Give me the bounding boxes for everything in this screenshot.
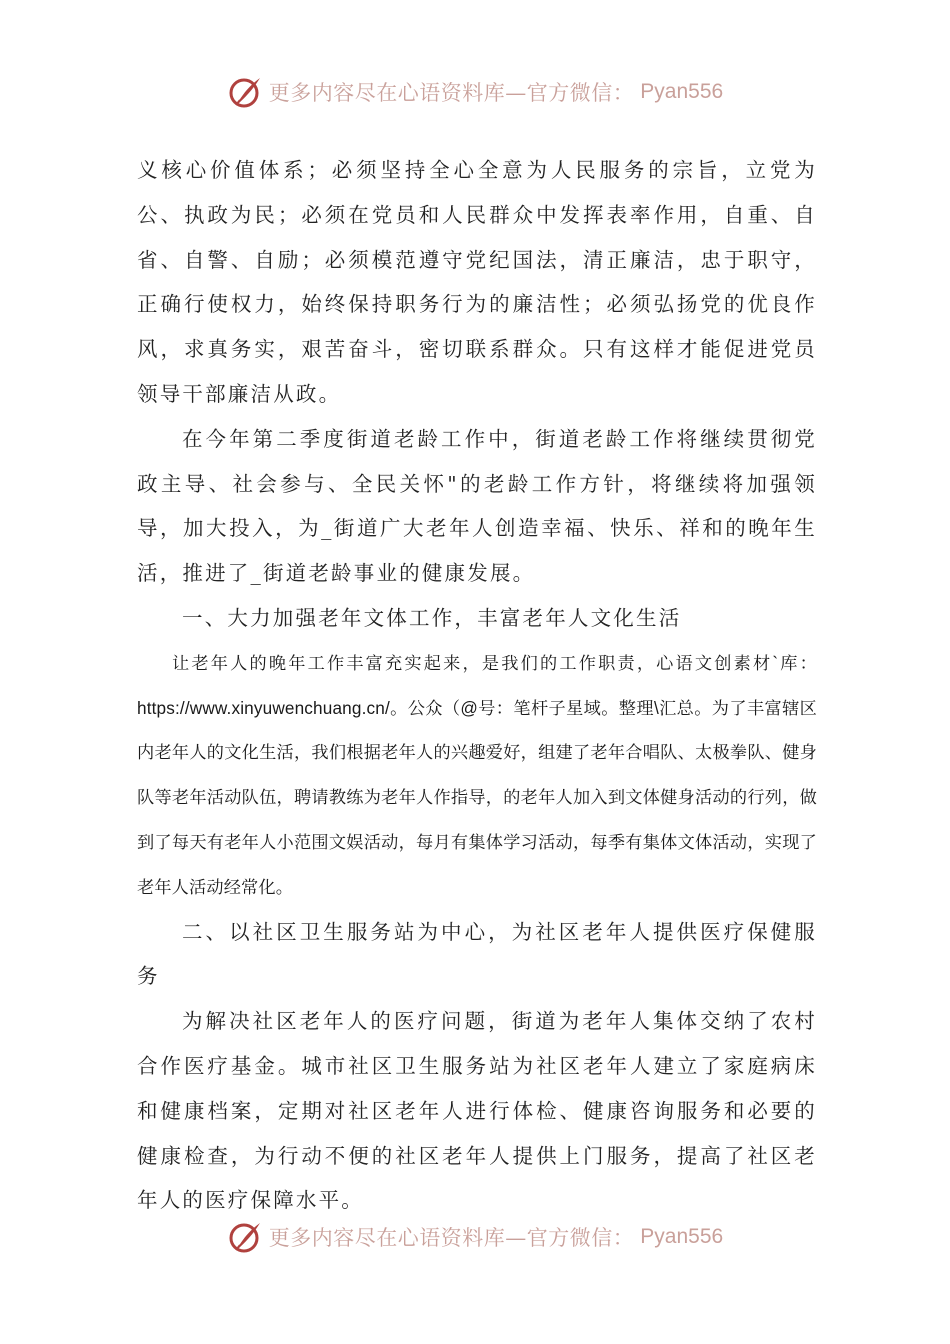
document-body: [137, 148, 817, 1223]
banner-text: 更多内容尽在心语资料库—官方微信：: [268, 1226, 635, 1250]
paragraph-1: 义核心价值体系；必须坚持全心全意为人民服务的宗旨，立党为公、执政为民；必须在党员和人民群众中发挥表率作用，自重、自省、自警、自励；必须模范遵守党纪国法，清正廉洁，忠于职守，正确行使权力，始终保持职务行为的廉洁性；必须弘扬党的优良作风，求真务实，艰苦奋斗，密切联系群众。只有这样才能促进党员领导干部廉洁从政。: [137, 158, 817, 406]
quill-logo-icon: [227, 1219, 263, 1255]
section-heading-2: 二、以社区卫生服务站为中心，为社区老年人提供医疗保健服务: [137, 919, 817, 989]
banner-wechat-id: Pyan556: [640, 80, 724, 103]
banner-wechat-id: Pyan556: [640, 1225, 724, 1248]
footer-banner: [0, 1217, 950, 1257]
section-heading-1: 一、大力加强老年文体工作，丰富老年人文化生活: [182, 605, 682, 630]
paragraph-2: 在今年第二季度街道老龄工作中，街道老龄工作将继续贯彻党政主导、社会参与、全民关怀"的老龄工作方针，将继续将加强领导，加大投入，为_街道广大老年人创造幸福、快乐、祥和的晚年生活，推进了_街道老龄事业的健康发展。: [137, 426, 817, 586]
paragraph-4: 为解决社区老年人的医疗问题，街道为老年人集体交纳了农村合作医疗基金。城市社区卫生服务站为社区老年人建立了家庭病床和健康档案，定期对社区老年人进行体检、健康咨询服务和必要的健康检查，为行动不便的社区老年人提供上门服务，提高了社区老年人的医疗保障水平。: [137, 1009, 817, 1213]
paragraph-3: 让老年人的晚年工作丰富充实起来，是我们的工作职责，心语文创素材`库：https://www.xinyuwenchuang.cn/。公众（@号：笔杆子星域。整理\汇总。为了丰富辖区内老年人的文化生活，我们根据老年人的兴趣爱好，组建了老年合唱队、太极拳队、健身队等老年活动队伍，聘请教练为老年人作指导，的老年人加入到文体健身活动的行列，做到了每天有老年人小范围文娱活动，每月有集体学习活动，每季有集体文体活动，实现了老年人活动经常化。: [137, 652, 817, 897]
header-banner: [0, 72, 950, 112]
banner-text: 更多内容尽在心语资料库—官方微信：: [268, 81, 635, 105]
quill-logo-icon: [227, 74, 263, 110]
